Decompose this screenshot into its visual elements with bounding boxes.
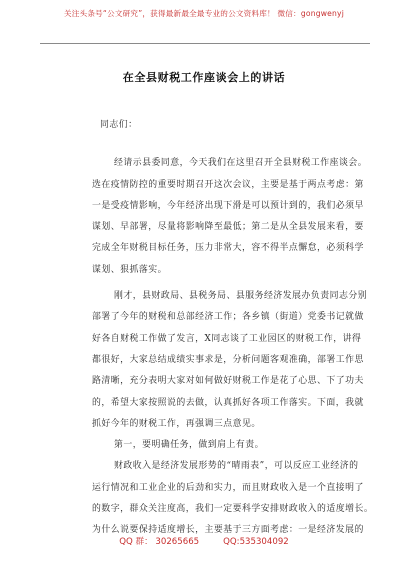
document-title: 在全县财税工作座谈会上的讲话 bbox=[122, 71, 286, 84]
body-line: 抓好今年的财税工作，再强调三点意见。 bbox=[92, 418, 261, 429]
body-line: 好各自财税工作做了发言，X同志谈了工业园区的财税工作，讲得 bbox=[92, 333, 362, 344]
body-line: 完成全年财税目标任务，压力非常大，容不得半点懈怠，必须科学 bbox=[92, 243, 364, 254]
body-line: 经请示县委同意，今天我们在这里召开全县财税工作座谈会。 bbox=[114, 158, 368, 169]
footer-qq-group: QQ 群： 30265665 bbox=[119, 537, 200, 547]
body-line: 财政收入是经济发展形势的“晴雨表”，可以反应工业经济的 bbox=[114, 461, 359, 472]
body-line: 部署了今年的财税和总部经济工作；各乡镇（街道）党委书记就做 bbox=[92, 312, 364, 323]
body-line: 路清晰，充分表明大家对如何做好财税工作是花了心思、下了功夫 bbox=[92, 376, 364, 387]
body-line: 都很好，大家总结成绩实事求是，分析问题客观准确，部署工作思 bbox=[92, 354, 364, 365]
section-heading-line: 第一，要明确任务，做到肩上有责。 bbox=[114, 440, 264, 451]
header-divider bbox=[40, 43, 370, 44]
salutation-line: 同志们： bbox=[100, 120, 138, 130]
body-line: 运行情况和工业企业的后劲和实力，而且财政收入是一个直接明了 bbox=[92, 482, 364, 493]
header-banner: 关注头条号“公文研究”，获得最新最全最专业的公文资料库！ 微信：gongwenyj bbox=[63, 9, 345, 18]
body-line: 为什么说要保持适度增长，主要基于三方面考虑：一是经济发展的 bbox=[92, 525, 364, 536]
body-line: 选在疫情防控的重要时期召开这次会议，主要是基于两点考虑：第 bbox=[92, 179, 364, 190]
body-line: 刚才，县财政局、县税务局、县服务经济发展办负责同志分别 bbox=[114, 291, 368, 302]
body-line: 谋划、狠抓落实。 bbox=[92, 264, 167, 275]
body-line: 的，希望大家按照说的去做，认真抓好各项工作落实。下面，我就 bbox=[92, 397, 364, 408]
body-line: 的数字，群众关注度高，我们一定要科学安排财政收入的适度增长。 bbox=[92, 504, 374, 515]
footer-contact bbox=[0, 535, 408, 547]
body-line: 一是受疫情影响，今年经济出现下滑是可以预计到的，我们必须早 bbox=[92, 200, 364, 211]
footer-qq-number: QQ:535304092 bbox=[223, 537, 289, 547]
document-body bbox=[92, 115, 374, 542]
body-line: 谋划、早部署，尽量将影响降至最低；第二是从全县发展来看，要 bbox=[92, 222, 364, 233]
